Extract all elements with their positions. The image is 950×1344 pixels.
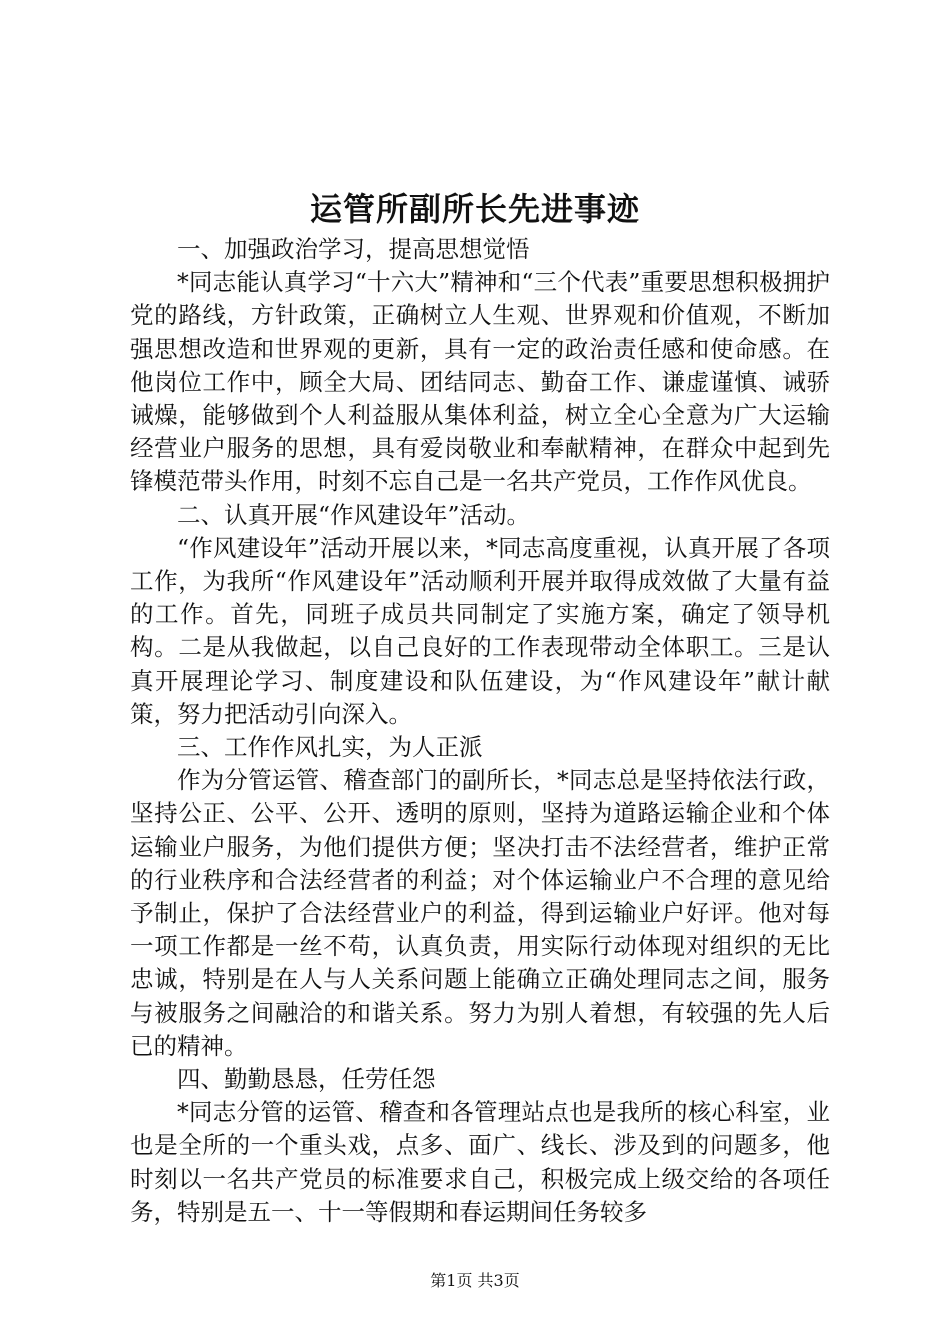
paragraph: *同志分管的运管、稽查和各管理站点也是我所的核心科室，业也是全所的一个重头戏，点多、面广、线长、涉及到的问题多，他时刻以一名共产党员的标准要求自己，积极完成上级交给的各项任务，特别是五一、十一等假期和春运期间任务较多 — [130, 1098, 830, 1226]
paragraph: “作风建设年”活动开展以来，*同志高度重视，认真开展了各项工作，为我所“作风建设年”活动顺利开展并取得成效做了大量有益的工作。首先，同班子成员共同制定了实施方案，确定了领导机构。二是从我做起，以自己良好的工作表现带动全体职工。三是认真开展理论学习、制度建设和队伍建设，为“作风建设年”献计献策，努力把活动引向深入。 — [130, 533, 830, 728]
paragraph: *同志能认真学习“十六大”精神和“三个代表”重要思想积极拥护党的路线，方针政策，正确树立人生观、世界观和价值观，不断加强思想改造和世界观的更新，具有一定的政治责任感和使命感。在他岗位工作中，顾全大局、团结同志、勤奋工作、谦虚谨慎、诫骄诫燥，能够做到个人利益服从集体利益，树立全心全意为广大运输经营业户服务的思想，具有爱岗敬业和奉献精神，在群众中起到先锋模范带头作用，时刻不忘自己是一名共产党员，工作作风优良。 — [130, 268, 830, 496]
document-body — [130, 233, 830, 1229]
document-title: 运管所副所长先进事迹 — [309, 190, 640, 228]
section-heading: 三、工作作风扎实，为人正派 — [177, 733, 483, 762]
section-heading: 四、勤勤恳恳，任劳任怨 — [177, 1065, 436, 1094]
section-heading: 一、加强政治学习，提高思想觉悟 — [177, 235, 530, 263]
page-number: 第1页 共3页 — [430, 1271, 520, 1290]
section-heading: 二、认真开展“作风建设年”活动。 — [177, 500, 531, 529]
paragraph: 作为分管运管、稽查部门的副所长，*同志总是坚持依法行政，坚持公正、公平、公开、透明的原则，坚持为道路运输企业和个体运输业户服务，为他们提供方便；坚决打击不法经营者，维护正常的行业秩序和合法经营者的利益；对个体运输业户不合理的意见给予制止，保护了合法经营业户的利益，得到运输业户好评。他对每一项工作都是一丝不苟，认真负责，用实际行动体现对组织的无比忠诚，特别是在人与人关系问题上能确立正确处理同志之间，服务与被服务之间融洽的和谐关系。努力为别人着想，有较强的先人后已的精神。 — [130, 766, 830, 1060]
